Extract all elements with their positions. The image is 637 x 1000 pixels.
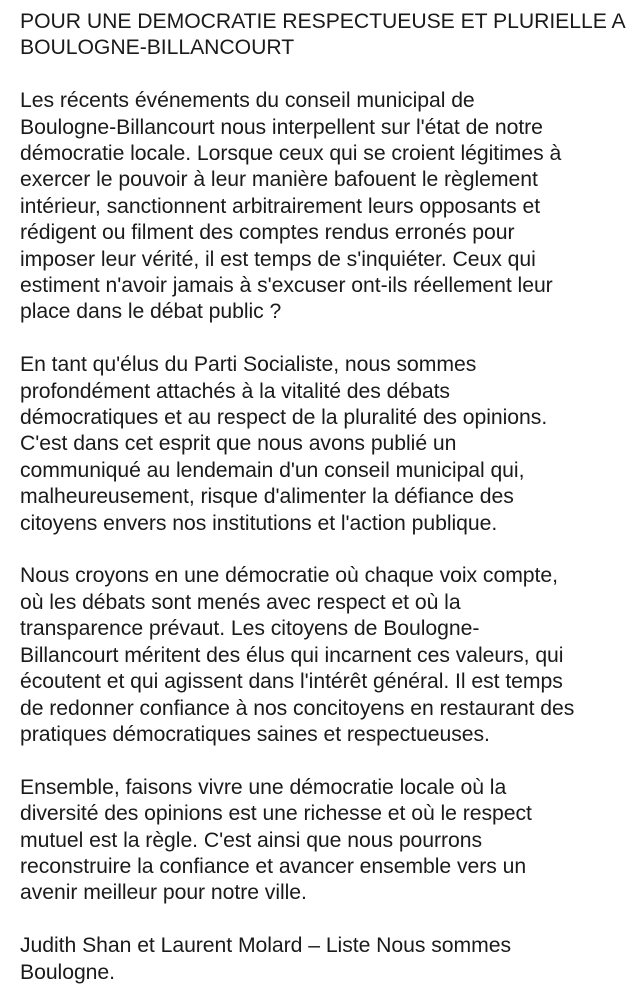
text-line: Boulogne-Billancourt nous interpellent sur l'état de notre: [20, 115, 543, 139]
text-line: reconstruire la confiance et avancer ensemble vers un: [20, 854, 527, 878]
paragraph-4: [20, 775, 632, 907]
text-line: rédigent ou filment des comptes rendus erronés pour: [20, 221, 515, 245]
text-line: Billancourt méritent des élus qui incarnent ces valeurs, qui: [20, 643, 564, 667]
text-line: où les débats sont menés avec respect et où la: [20, 590, 461, 614]
text-line: Les récents événements du conseil municipal de: [20, 89, 475, 113]
text-line: démocratiques et au respect de la pluralité des opinions.: [20, 406, 548, 430]
document-body: [20, 9, 632, 986]
text-line: profondément attachés à la vitalité des débats: [20, 379, 450, 403]
document-title: [20, 9, 632, 62]
text-line: de redonner confiance à nos concitoyens en restaurant des: [20, 696, 575, 720]
text-line: communiqué au lendemain d'un conseil municipal qui,: [20, 458, 525, 482]
text-line: transparence prévaut. Les citoyens de Boulogne-: [20, 617, 480, 641]
text-line: C'est dans cet esprit que nous avons publié un: [20, 432, 457, 456]
text-line: Ensemble, faisons vivre une démocratie locale où la: [20, 775, 507, 799]
title-line: BOULOGNE-BILLANCOURT: [20, 36, 295, 60]
text-line: citoyens envers nos institutions et l'action publique.: [20, 511, 498, 535]
text-line: imposer leur vérité, il est temps de s'inquiéter. Ceux qui: [20, 247, 536, 271]
text-line: pratiques démocratiques saines et respectueuses.: [20, 722, 490, 746]
text-line: écoutent et qui agissent dans l'intérêt général. Il est temps: [20, 670, 563, 694]
title-line: POUR UNE DEMOCRATIE RESPECTUEUSE ET PLURIELLE A: [20, 10, 626, 33]
paragraph-2: [20, 352, 632, 537]
signature-line: Judith Shan et Laurent Molard – Liste Nous sommes: [20, 934, 512, 958]
text-line: intérieur, sanctionnent arbitrairement leurs opposants et: [20, 194, 541, 218]
text-line: place dans le débat public ?: [20, 300, 282, 324]
text-line: Nous croyons en une démocratie où chaque voix compte,: [20, 564, 558, 588]
signature-line: Boulogne.: [20, 960, 115, 984]
text-line: mutuel est la règle. C'est ainsi que nous pourrons: [20, 828, 483, 852]
text-line: estiment n'avoir jamais à s'excuser ont-ils réellement leur: [20, 274, 553, 298]
text-line: exercer le pouvoir à leur manière bafouent le règlement: [20, 168, 538, 192]
paragraph-3: [20, 563, 632, 748]
text-line: diversité des opinions est une richesse et où le respect: [20, 802, 532, 826]
text-line: démocratie locale. Lorsque ceux qui se croient légitimes à: [20, 142, 562, 166]
text-line: malheureusement, risque d'alimenter la défiance des: [20, 485, 514, 509]
signature: [20, 933, 632, 986]
text-line: avenir meilleur pour notre ville.: [20, 881, 307, 905]
paragraph-1: [20, 88, 632, 326]
text-line: En tant qu'élus du Parti Socialiste, nous sommes: [20, 353, 477, 377]
